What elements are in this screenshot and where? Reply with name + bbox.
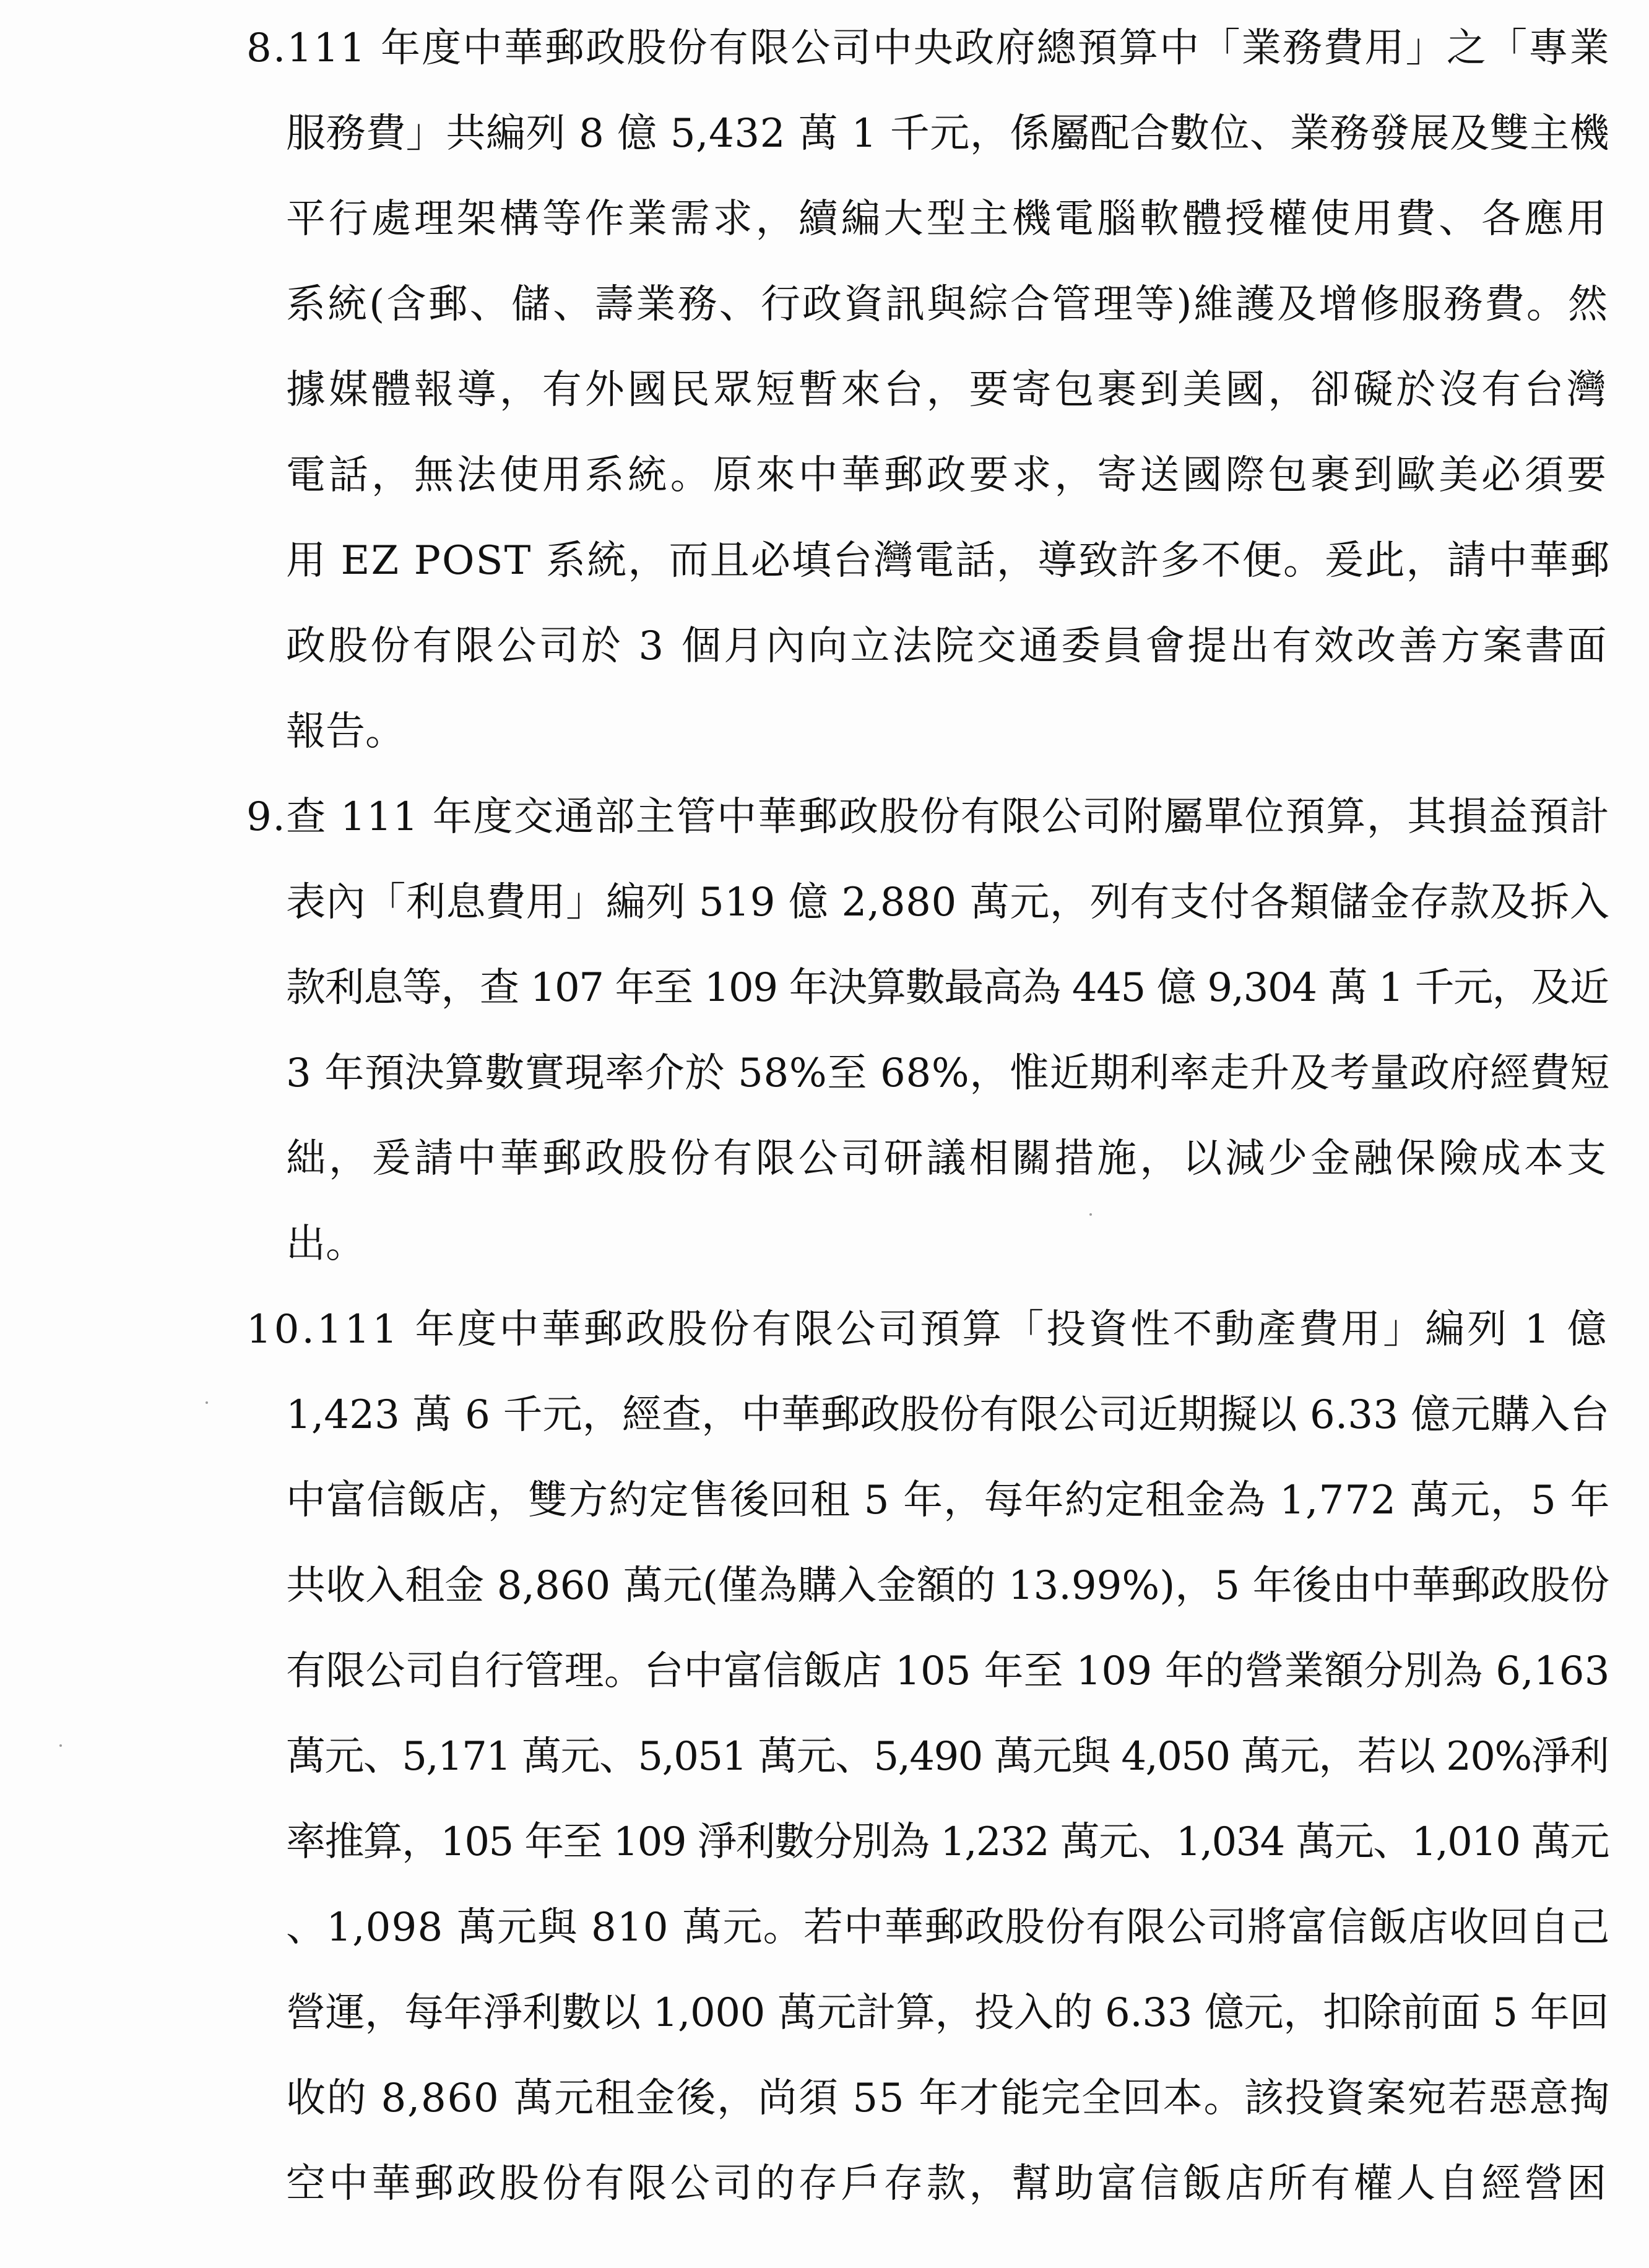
item-8-line-5: 據媒體報導，有外國民眾短暫來台，要寄包裹到美國，卻礙於沒有台灣: [286, 367, 1610, 413]
item-9-line-4: 3 年預決算數實現率介於 58%至 68%，惟近期利率走升及考量政府經費短: [286, 1050, 1611, 1096]
scan-speck: [1089, 1213, 1092, 1216]
item-10-line-6: 萬元、5,171 萬元、5,051 萬元、5,490 萬元與 4,050 萬元，若以 20%淨利: [286, 1734, 1609, 1780]
item-8-line-6: 電話，無法使用系統。原來中華郵政要求，寄送國際包裹到歐美必須要: [286, 452, 1610, 498]
item-9-line-6: 出。: [286, 1221, 365, 1267]
item-8-line-8: 政股份有限公司於 3 個月內向立法院交通委員會提出有效改善方案書面: [286, 623, 1609, 669]
scan-speck: [59, 1744, 62, 1747]
item-10-line-3: 中富信飯店，雙方約定售後回租 5 年，每年約定租金為 1,772 萬元，5 年: [286, 1478, 1611, 1523]
item-8-line-4: 系統(含郵、儲、壽業務、行政資訊與綜合管理等)維護及增修服務費。然: [286, 282, 1610, 327]
item-10-line-9: 營運，每年淨利數以 1,000 萬元計算，投入的 6.33 億元，扣除前面 5 年回: [286, 1990, 1609, 2036]
item-10-line-4: 共收入租金 8,860 萬元(僅為購入金額的 13.99%)，5 年後由中華郵政股份: [286, 1563, 1610, 1609]
scan-speck: [206, 1401, 208, 1404]
item-9-line-3: 款利息等，查 107 年至 109 年決算數最高為 445 億 9,304 萬 1 千元，及近: [286, 965, 1609, 1011]
item-10-line-11: 空中華郵政股份有限公司的存戶存款，幫助富信飯店所有權人自經營困: [286, 2161, 1610, 2207]
item-10-line-1: 10.111 年度中華郵政股份有限公司預算「投資性不動產費用」編列 1 億: [246, 1307, 1609, 1353]
item-9-line-5: 絀，爰請中華郵政股份有限公司研議相關措施，以減少金融保險成本支: [286, 1136, 1610, 1182]
item-10-line-5: 有限公司自行管理。台中富信飯店 105 年至 109 年的營業額分別為 6,163: [286, 1648, 1610, 1694]
item-10-line-7: 率推算，105 年至 109 淨利數分別為 1,232 萬元、1,034 萬元、1,010 萬元: [286, 1819, 1609, 1865]
item-8-line-1: 8.111 年度中華郵政股份有限公司中央政府總預算中「業務費用」之「專業: [246, 25, 1611, 71]
item-8-line-7: 用 EZ POST 系統，而且必填台灣電話，導致許多不便。爰此，請中華郵: [286, 538, 1611, 584]
item-10-line-10: 收的 8,860 萬元租金後，尚須 55 年才能完全回本。該投資案宛若惡意掏: [286, 2075, 1611, 2121]
item-8-line-2: 服務費」共編列 8 億 5,432 萬 1 千元，係屬配合數位、業務發展及雙主機: [286, 111, 1610, 157]
item-9-line-1: 9.查 111 年度交通部主管中華郵政股份有限公司附屬單位預算，其損益預計: [246, 794, 1611, 840]
item-10-line-8: 、1,098 萬元與 810 萬元。若中華郵政股份有限公司將富信飯店收回自己: [286, 1905, 1611, 1950]
item-9-line-2: 表內「利息費用」編列 519 億 2,880 萬元，列有支付各類儲金存款及拆入: [286, 880, 1610, 925]
item-10-line-2: 1,423 萬 6 千元，經查，中華郵政股份有限公司近期擬以 6.33 億元購入台: [286, 1392, 1610, 1438]
item-8-line-3: 平行處理架構等作業需求，續編大型主機電腦軟體授權使用費、各應用: [286, 196, 1610, 242]
item-8-line-9: 報告。: [286, 709, 405, 755]
